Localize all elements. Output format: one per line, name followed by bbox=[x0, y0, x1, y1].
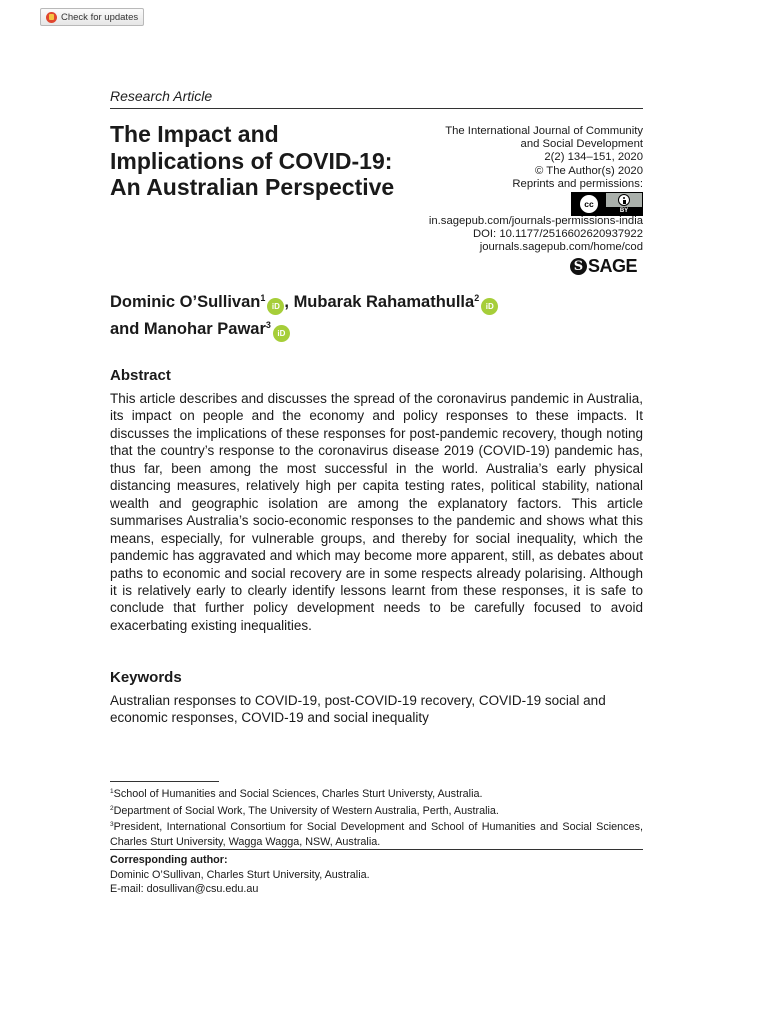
author-list bbox=[110, 288, 650, 342]
author-name[interactable]: Manohar Pawar bbox=[143, 320, 266, 338]
cc-icon: cc bbox=[580, 195, 598, 213]
attribution-icon bbox=[618, 194, 630, 206]
journal-line: Reprints and permissions: bbox=[512, 177, 643, 190]
corresponding-author bbox=[110, 853, 643, 897]
author-name[interactable]: Mubarak Rahamathulla bbox=[293, 293, 475, 311]
journal-line: and Social Development bbox=[520, 138, 643, 151]
footnote: $^2$Department of Social Work, The University of Western Australia, Perth, Australia. bbox=[110, 804, 499, 817]
journal-line: 2(2) 134–151, 2020 bbox=[544, 151, 643, 164]
journal-home-link[interactable]: journals.sagepub.com/home/cod bbox=[479, 241, 643, 254]
author-separator: and bbox=[110, 320, 144, 338]
journal-line: The International Journal of Community bbox=[445, 125, 643, 137]
affiliation-marker: 3 bbox=[265, 320, 271, 330]
keywords-text: Australian responses to COVID-19, post-COVID-19 recovery, COVID-19 social and economic responses, COVID-19 and social inequality bbox=[110, 693, 606, 726]
cc-by-license-badge[interactable] bbox=[571, 192, 643, 216]
orcid-icon[interactable]: iD bbox=[273, 325, 290, 342]
journal-line: © The Author(s) 2020 bbox=[535, 164, 643, 177]
author-name[interactable]: Dominic O’Sullivan bbox=[110, 293, 261, 311]
sage-logo-icon: S bbox=[570, 258, 587, 275]
affiliation-marker: 2 bbox=[474, 293, 480, 303]
journal-links bbox=[343, 215, 643, 255]
permissions-link[interactable]: in.sagepub.com/journals-permissions-india bbox=[428, 215, 643, 227]
keywords-heading: Keywords bbox=[110, 669, 182, 686]
sage-logo bbox=[570, 256, 637, 277]
affiliation-marker: 1 bbox=[260, 293, 266, 303]
check-for-updates-label: Check for updates bbox=[61, 11, 139, 23]
crossmark-icon bbox=[46, 12, 57, 23]
journal-info bbox=[343, 125, 643, 191]
sage-logo-text: SAGE bbox=[588, 256, 638, 276]
corresponding-divider bbox=[110, 849, 643, 850]
footnote-divider bbox=[110, 781, 219, 782]
header-divider bbox=[110, 108, 643, 109]
orcid-icon[interactable]: iD bbox=[267, 298, 284, 315]
footnote: $^3$President, International Consortium for Social Development and School of Humanities and Social Sciences, Charles Sturt University, Wagga Wagga, NSW, Australia. bbox=[110, 821, 643, 848]
abstract-heading: Abstract bbox=[110, 367, 171, 384]
orcid-icon[interactable]: iD bbox=[481, 298, 498, 315]
author-separator: , bbox=[284, 293, 294, 311]
check-for-updates-button[interactable] bbox=[40, 8, 144, 26]
corresponding-address: Dominic O’Sullivan, Charles Sturt University, Australia. bbox=[110, 868, 370, 881]
corresponding-email[interactable]: E-mail: dosullivan@csu.edu.au bbox=[110, 883, 259, 896]
corresponding-heading: Corresponding author: bbox=[110, 854, 228, 866]
article-type: Research Article bbox=[110, 88, 213, 104]
doi-link[interactable]: DOI: 10.1177/2516602620937922 bbox=[472, 228, 643, 241]
license-by-label: BY bbox=[606, 207, 642, 215]
abstract-text: This article describes and discusses the spread of the coronavirus pandemic in Australia, its impact on people and the economy and policy responses to these impacts. It discusses the implications of these responses for post-pandemic recovery, though noting that the country’s response to the coronavirus disease 2019 (COVID-19) pandemic has, thus far, been among the most successful in the world. Australia’s early physical distancing measures, relatively high per capita testing rates, political stability, national wealth and geographic isolation are among the explanatory factors. This article summarises Australia’s socio-economic responses to the pandemic and shows what this means, especially, for vulnerable groups, and thereby for social inequality, which the pandemic has aggravated and which may become more apparent, still, as debates about paths to economic and social recovery are in some respects already polarising. Although it is relatively early to clearly identify lessons learnt from these responses, it is safe to conclude that further policy development needs to be carefully focused to avoid exacerbating existing inequalities. bbox=[110, 391, 643, 633]
footnote: $^1$School of Humanities and Social Sciences, Charles Sturt Universty, Australia. bbox=[110, 788, 483, 800]
article-title: The Impact and Implications of COVID-19: An Australian Perspective bbox=[110, 121, 395, 200]
affiliation-footnotes bbox=[110, 785, 643, 849]
